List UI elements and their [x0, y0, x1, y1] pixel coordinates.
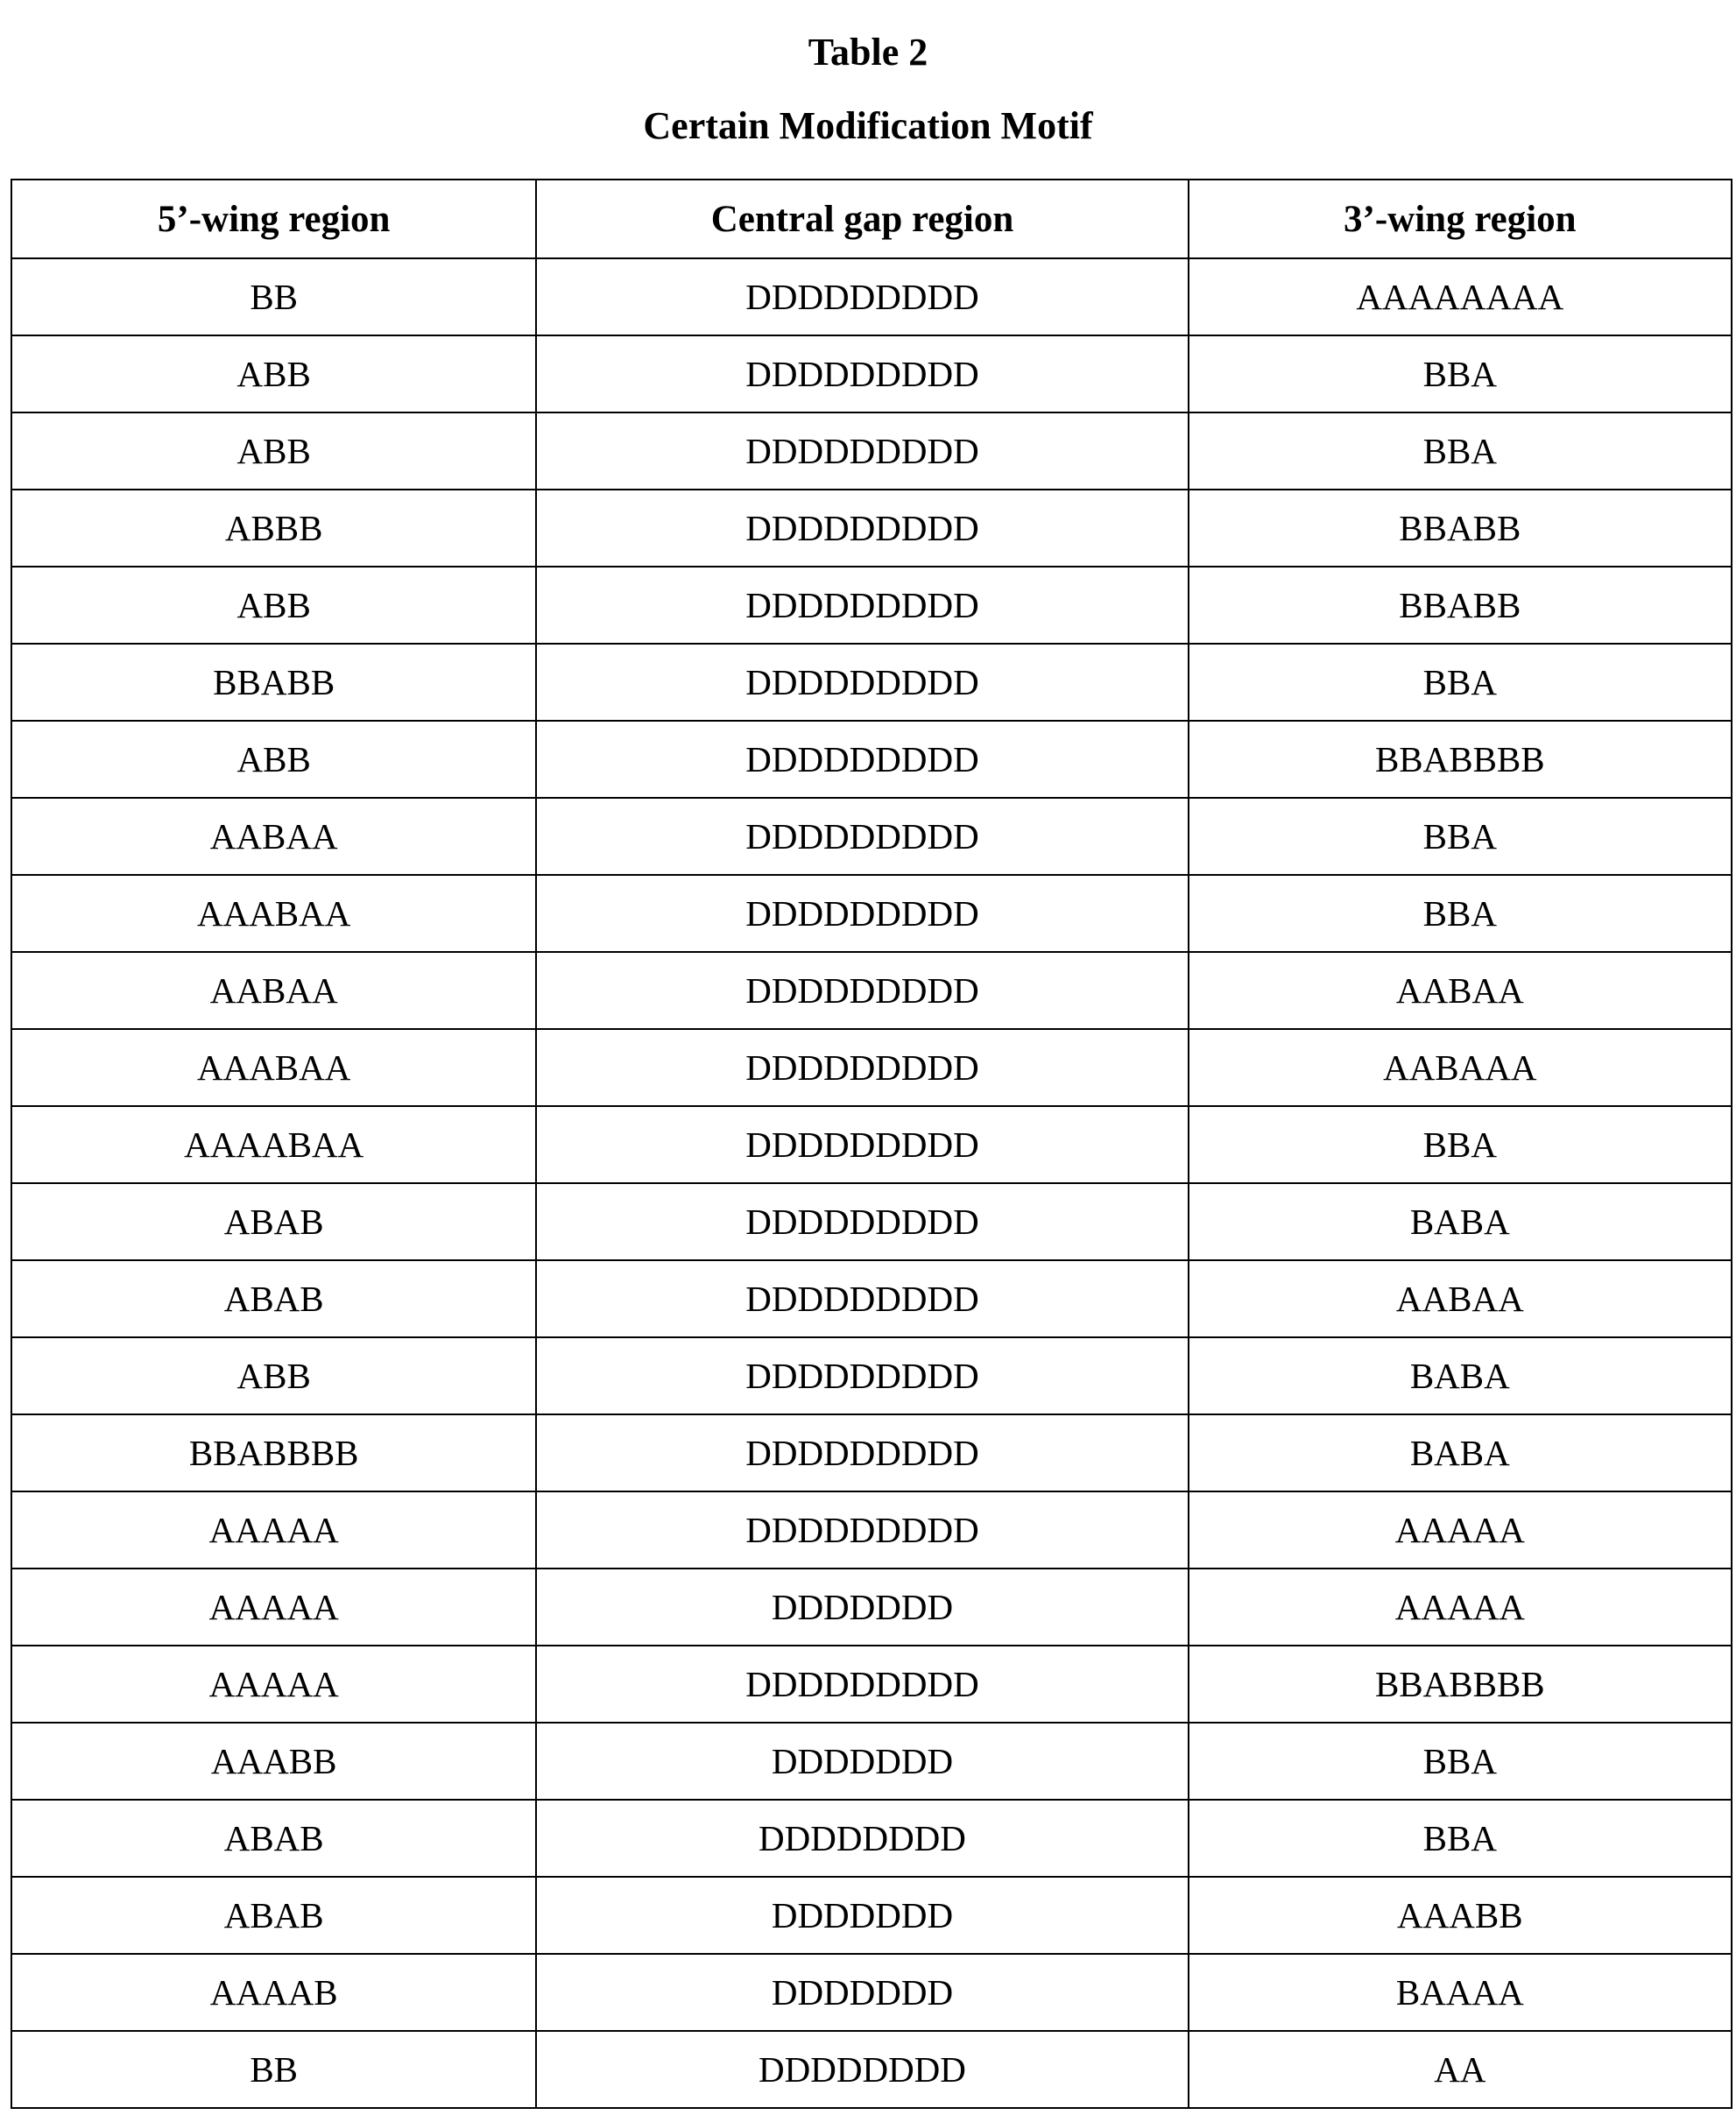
header-5-wing: 5’-wing region [11, 180, 536, 258]
cell-central-gap: DDDDDDDDD [536, 567, 1188, 644]
cell-5-wing: AABAA [11, 798, 536, 875]
cell-5-wing: ABB [11, 567, 536, 644]
table-row [11, 798, 1732, 875]
table-row [11, 1337, 1732, 1414]
cell-5-wing: AAAAA [11, 1646, 536, 1723]
cell-central-gap: DDDDDDD [536, 1954, 1188, 2031]
cell-3-wing: AAABB [1189, 1877, 1732, 1954]
cell-central-gap: DDDDDDDDD [536, 1646, 1188, 1723]
cell-3-wing: BAAAA [1189, 1954, 1732, 2031]
table-row [11, 1800, 1732, 1877]
cell-3-wing: BBA [1189, 335, 1732, 412]
cell-central-gap: DDDDDDDDD [536, 1029, 1188, 1106]
cell-central-gap: DDDDDDDDD [536, 1106, 1188, 1183]
cell-central-gap: DDDDDDD [536, 1569, 1188, 1646]
table-row [11, 1723, 1732, 1800]
table-row [11, 1260, 1732, 1337]
table-row [11, 490, 1732, 567]
table-row [11, 1414, 1732, 1491]
cell-5-wing: ABBB [11, 490, 536, 567]
table-row [11, 721, 1732, 798]
table-title: Table 2 [0, 30, 1736, 74]
header-row [11, 180, 1732, 258]
cell-central-gap: DDDDDDD [536, 1877, 1188, 1954]
cell-central-gap: DDDDDDDDD [536, 490, 1188, 567]
table-row [11, 1491, 1732, 1569]
header-3-wing: 3’-wing region [1189, 180, 1732, 258]
table-row [11, 1954, 1732, 2031]
cell-central-gap: DDDDDDDDD [536, 1337, 1188, 1414]
cell-5-wing: BB [11, 2031, 536, 2108]
table-row [11, 567, 1732, 644]
cell-3-wing: BBA [1189, 1800, 1732, 1877]
cell-central-gap: DDDDDDDDD [536, 721, 1188, 798]
cell-3-wing: AABAA [1189, 1260, 1732, 1337]
cell-5-wing: AAABAA [11, 875, 536, 952]
cell-3-wing: BBA [1189, 412, 1732, 490]
cell-3-wing: BABA [1189, 1414, 1732, 1491]
cell-3-wing: BBABB [1189, 567, 1732, 644]
table-row [11, 1877, 1732, 1954]
table-row [11, 258, 1732, 335]
cell-central-gap: DDDDDDDDD [536, 1491, 1188, 1569]
cell-5-wing: ABB [11, 721, 536, 798]
cell-central-gap: DDDDDDDD [536, 2031, 1188, 2108]
cell-5-wing: ABAB [11, 1800, 536, 1877]
cell-3-wing: BBABBBB [1189, 721, 1732, 798]
cell-central-gap: DDDDDDDDD [536, 1414, 1188, 1491]
table-row [11, 2031, 1732, 2108]
cell-5-wing: BB [11, 258, 536, 335]
cell-3-wing: AAAAAAAA [1189, 258, 1732, 335]
cell-5-wing: AAABB [11, 1723, 536, 1800]
cell-5-wing: AAAAB [11, 1954, 536, 2031]
cell-3-wing: AABAA [1189, 952, 1732, 1029]
cell-5-wing: AAABAA [11, 1029, 536, 1106]
cell-3-wing: BBABBBB [1189, 1646, 1732, 1723]
cell-5-wing: AAAAA [11, 1491, 536, 1569]
cell-3-wing: BABA [1189, 1183, 1732, 1260]
cell-3-wing: AABAAA [1189, 1029, 1732, 1106]
table-row [11, 1646, 1732, 1723]
cell-central-gap: DDDDDDDDD [536, 258, 1188, 335]
cell-5-wing: AAAAA [11, 1569, 536, 1646]
cell-3-wing: BABA [1189, 1337, 1732, 1414]
table-row [11, 1106, 1732, 1183]
table-subtitle: Certain Modification Motif [0, 103, 1736, 148]
cell-5-wing: AAAABAA [11, 1106, 536, 1183]
table-row [11, 875, 1732, 952]
cell-5-wing: BBABB [11, 644, 536, 721]
cell-3-wing: AA [1189, 2031, 1732, 2108]
table-row [11, 335, 1732, 412]
cell-central-gap: DDDDDDDD [536, 1800, 1188, 1877]
cell-3-wing: AAAAA [1189, 1569, 1732, 1646]
table-row [11, 1183, 1732, 1260]
cell-3-wing: BBA [1189, 1723, 1732, 1800]
table-row [11, 412, 1732, 490]
cell-central-gap: DDDDDDDDD [536, 952, 1188, 1029]
cell-5-wing: AABAA [11, 952, 536, 1029]
cell-central-gap: DDDDDDDDD [536, 335, 1188, 412]
cell-3-wing: AAAAA [1189, 1491, 1732, 1569]
cell-3-wing: BBABB [1189, 490, 1732, 567]
table-row [11, 952, 1732, 1029]
cell-central-gap: DDDDDDDDD [536, 412, 1188, 490]
cell-5-wing: ABAB [11, 1877, 536, 1954]
table-row [11, 1569, 1732, 1646]
cell-3-wing: BBA [1189, 798, 1732, 875]
table-row [11, 1029, 1732, 1106]
cell-3-wing: BBA [1189, 1106, 1732, 1183]
cell-5-wing: ABB [11, 412, 536, 490]
cell-5-wing: BBABBBB [11, 1414, 536, 1491]
cell-5-wing: ABAB [11, 1183, 536, 1260]
cell-5-wing: ABB [11, 1337, 536, 1414]
cell-central-gap: DDDDDDD [536, 1723, 1188, 1800]
cell-central-gap: DDDDDDDDD [536, 798, 1188, 875]
modification-motif-table [11, 179, 1732, 2109]
cell-central-gap: DDDDDDDDD [536, 1183, 1188, 1260]
table-row [11, 644, 1732, 721]
cell-central-gap: DDDDDDDDD [536, 875, 1188, 952]
cell-5-wing: ABB [11, 335, 536, 412]
cell-5-wing: ABAB [11, 1260, 536, 1337]
cell-3-wing: BBA [1189, 644, 1732, 721]
cell-central-gap: DDDDDDDDD [536, 644, 1188, 721]
cell-3-wing: BBA [1189, 875, 1732, 952]
cell-central-gap: DDDDDDDDD [536, 1260, 1188, 1337]
header-central-gap: Central gap region [536, 180, 1188, 258]
